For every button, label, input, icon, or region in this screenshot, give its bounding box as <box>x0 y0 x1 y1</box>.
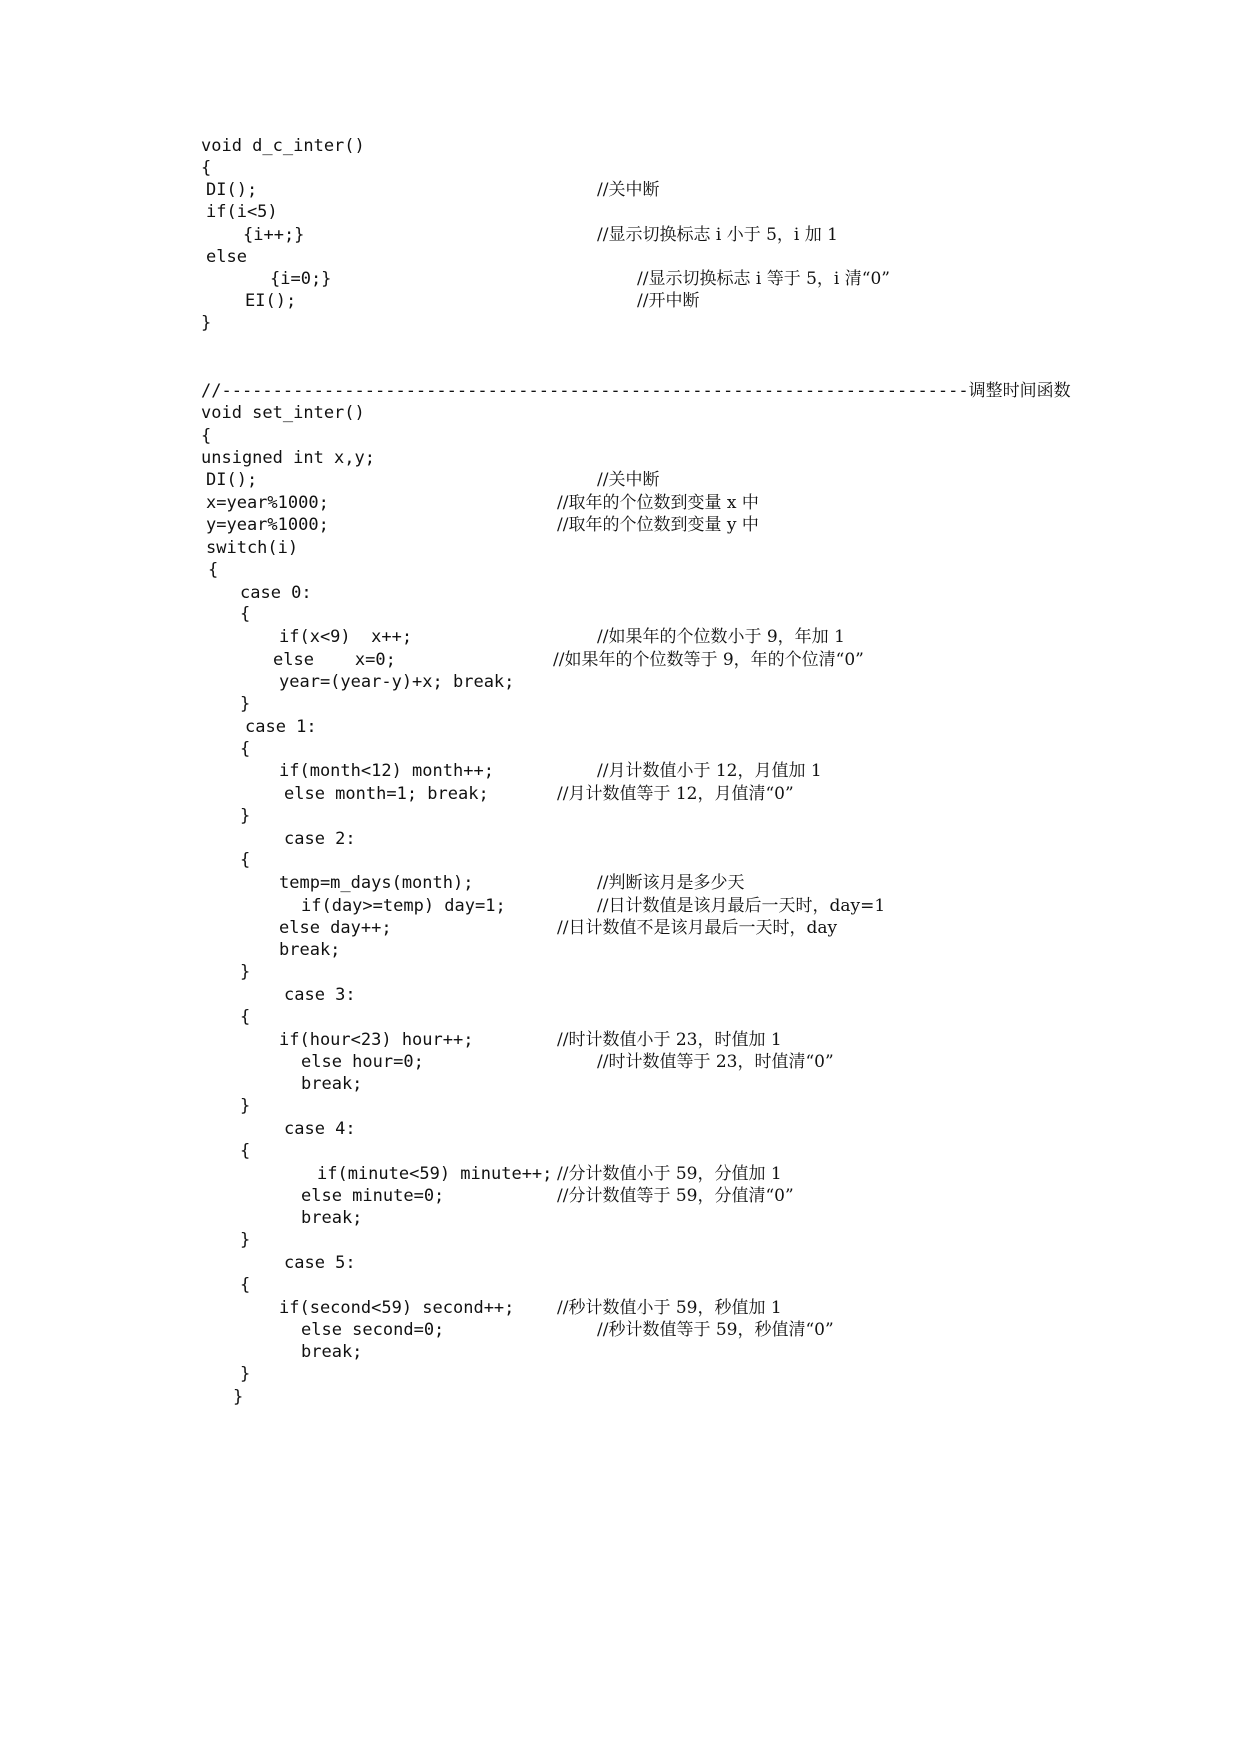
code-line <box>0 1005 1241 1030</box>
code-comment: //分计数值等于 59，分值清“0” <box>557 1186 794 1206</box>
code-text: } <box>240 806 251 826</box>
code-text: { <box>201 426 212 446</box>
code-comment: //日计数值是该月最后一天时，day=1 <box>597 896 886 916</box>
code-text: if(month<12) month++; <box>279 761 494 781</box>
code-text: DI(); <box>206 470 258 490</box>
code-text: } <box>240 694 251 714</box>
code-line <box>0 1362 1241 1387</box>
code-text: } <box>240 1364 251 1384</box>
code-text: { <box>208 560 219 580</box>
code-comment: //月计数值小于 12，月值加 1 <box>597 761 822 781</box>
code-text: else x=0; <box>273 650 396 670</box>
code-text: if(x<9) x++; <box>279 627 413 647</box>
code-text: { <box>240 604 251 624</box>
code-text: y=year%1000; <box>206 515 329 535</box>
code-text: x=year%1000; <box>206 493 329 513</box>
code-comment: //关中断 <box>597 470 660 490</box>
code-comment: //如果年的个位数等于 9，年的个位清“0” <box>553 650 864 670</box>
code-text: temp=m_days(month); <box>279 873 474 893</box>
code-line <box>0 804 1241 829</box>
code-text: else hour=0; <box>301 1052 424 1072</box>
code-comment: //秒计数值等于 59，秒值清“0” <box>597 1320 834 1340</box>
code-text: } <box>233 1387 244 1407</box>
code-comment: //取年的个位数到变量 y 中 <box>557 515 759 535</box>
code-comment: //显示切换标志 i 小于 5，i 加 1 <box>597 225 838 245</box>
code-text: if(i<5) <box>206 202 278 222</box>
code-line <box>0 401 1241 426</box>
code-text: { <box>240 739 251 759</box>
code-text: { <box>240 850 251 870</box>
code-line <box>0 468 1241 493</box>
code-text: } <box>240 1096 251 1116</box>
code-line <box>0 960 1241 985</box>
code-comment: //显示切换标志 i 等于 5，i 清“0” <box>637 269 890 289</box>
code-text: else month=1; break; <box>284 784 489 804</box>
code-text: if(minute<59) minute++; <box>317 1164 553 1184</box>
code-line <box>0 871 1241 896</box>
code-text: case 1: <box>245 717 317 737</box>
code-line <box>0 692 1241 717</box>
code-text: if(hour<23) hour++; <box>279 1030 474 1050</box>
code-text: {i++;} <box>243 225 305 245</box>
code-text: break; <box>301 1208 363 1228</box>
code-comment: //时计数值小于 23，时值加 1 <box>557 1030 782 1050</box>
code-text: case 3: <box>284 985 356 1005</box>
code-text: { <box>240 1275 251 1295</box>
code-line <box>0 759 1241 784</box>
code-line <box>0 311 1241 336</box>
code-comment: //月计数值等于 12，月值清“0” <box>557 784 794 804</box>
code-line <box>0 1385 1241 1410</box>
code-text: { <box>201 158 212 178</box>
code-comment: //日计数值不是该月最后一天时，day <box>557 918 838 938</box>
code-line <box>0 1139 1241 1164</box>
code-text: break; <box>301 1342 363 1362</box>
code-line <box>0 513 1241 538</box>
code-text: void d_c_inter() <box>201 136 365 156</box>
code-text: case 0: <box>240 583 312 603</box>
code-text: else minute=0; <box>301 1186 445 1206</box>
code-text: } <box>201 313 212 333</box>
code-comment: //关中断 <box>597 180 660 200</box>
code-comment: //分计数值小于 59，分值加 1 <box>557 1164 782 1184</box>
code-text: break; <box>279 940 341 960</box>
code-text: else second=0; <box>301 1320 445 1340</box>
code-line <box>0 625 1241 650</box>
code-text: else <box>206 247 247 267</box>
code-text: case 5: <box>284 1253 356 1273</box>
code-text: else day++; <box>279 918 392 938</box>
code-text: } <box>240 1230 251 1250</box>
code-text: } <box>240 962 251 982</box>
code-comment: //如果年的个位数小于 9，年加 1 <box>597 627 845 647</box>
code-line <box>0 1273 1241 1298</box>
code-comment: //秒计数值小于 59，秒值加 1 <box>557 1298 782 1318</box>
code-line <box>0 848 1241 873</box>
code-text: case 4: <box>284 1119 356 1139</box>
code-text: DI(); <box>206 180 258 200</box>
code-text: if(second<59) second++; <box>279 1298 515 1318</box>
code-line <box>0 558 1241 583</box>
code-line <box>0 200 1241 225</box>
code-text: {i=0;} <box>270 269 332 289</box>
code-text: break; <box>301 1074 363 1094</box>
code-text: { <box>240 1007 251 1027</box>
code-text: unsigned int x,y; <box>201 448 375 468</box>
code-line <box>0 602 1241 627</box>
code-text: void set_inter() <box>201 403 365 423</box>
code-line <box>0 1228 1241 1253</box>
code-text: year=(year-y)+x; break; <box>279 672 515 692</box>
code-text: EI(); <box>245 291 297 311</box>
code-comment: //判断该月是多少天 <box>597 873 745 893</box>
code-text: //-------------------------------------------------------------------------调整时间函数 <box>201 381 1071 401</box>
code-comment: //开中断 <box>637 291 700 311</box>
code-text: { <box>240 1141 251 1161</box>
code-text: switch(i) <box>206 538 299 558</box>
code-text: if(day>=temp) day=1; <box>301 896 506 916</box>
code-line <box>0 1094 1241 1119</box>
code-comment: //时计数值等于 23，时值清“0” <box>597 1052 834 1072</box>
code-text: case 2: <box>284 829 356 849</box>
code-comment: //取年的个位数到变量 x 中 <box>557 493 759 513</box>
